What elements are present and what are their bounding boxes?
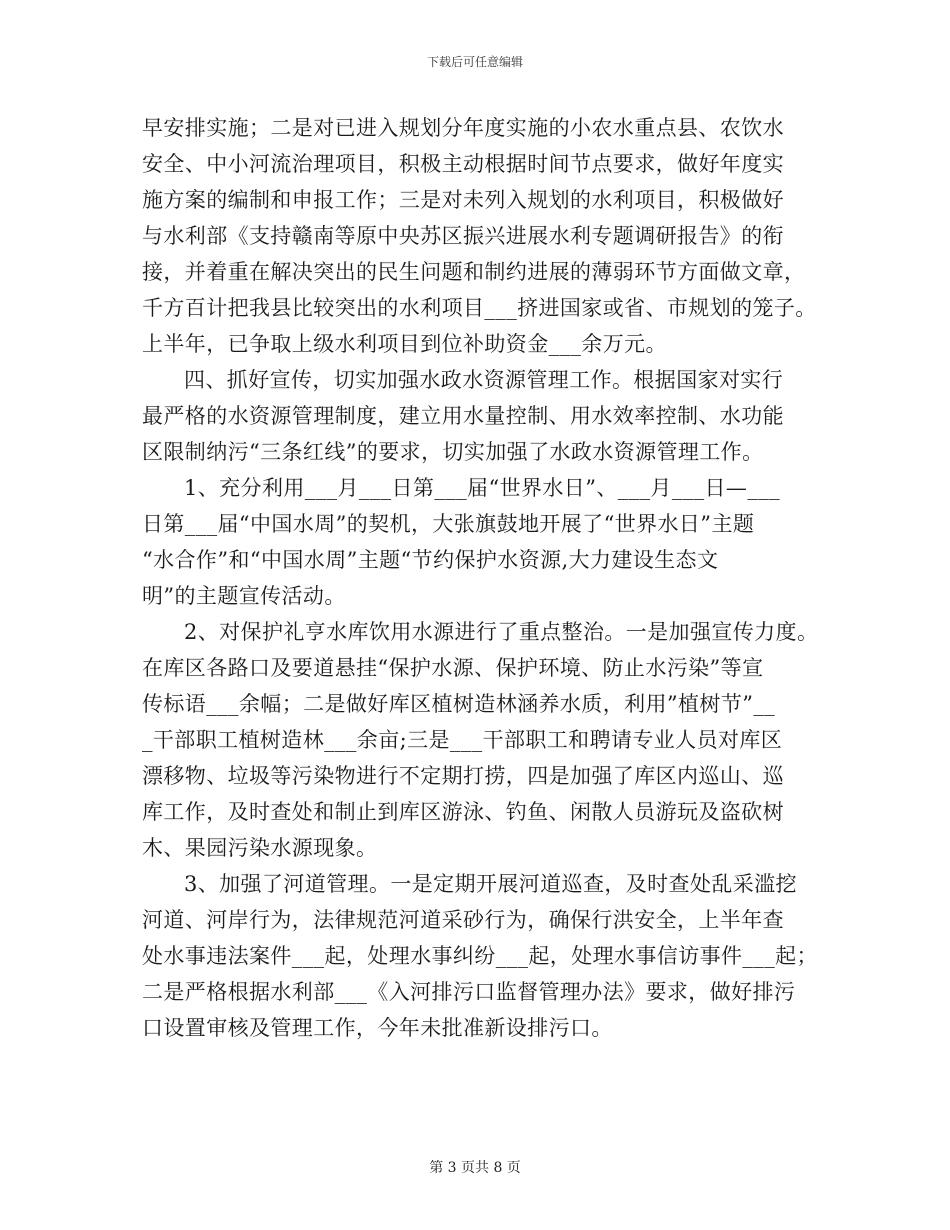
text-line: 早安排实施；二是对已进入规划分年度实施的小农水重点县、农饮水 bbox=[142, 116, 784, 140]
document-body bbox=[142, 110, 832, 1046]
text-line: 日第___届“中国水周”的契机，大张旗鼓地开展了“世界水日”主题 bbox=[142, 512, 755, 536]
paragraph-start-line: 1、充分利用___月___日第___届“世界水日”、___月___日—___ bbox=[184, 476, 781, 500]
text-line: 传标语___余幅；二是做好库区植树造林涵养水质，利用”植树节”__ bbox=[142, 692, 776, 716]
text-line: 安全、中小河流治理项目，积极主动根据时间节点要求，做好年度实 bbox=[142, 152, 784, 176]
text-line: 二是严格根据水利部___《入河排污口监督管理办法》要求，做好排污 bbox=[142, 980, 796, 1004]
text-line: 木、果园污染水源现象。 bbox=[142, 836, 378, 860]
text-line: 处水事违法案件___起，处理水事纠纷___起，处理水事信访事件___起； bbox=[142, 944, 818, 968]
text-line: 漂移物、垃圾等污染物进行不定期打捞，四是加强了库区内巡山、巡 bbox=[142, 764, 784, 788]
text-line: 千方百计把我县比较突出的水利项目___挤进国家或省、市规划的笼子。 bbox=[142, 296, 817, 320]
paragraph-start-line: 2、对保护礼亨水库饮用水源进行了重点整治。一是加强宣传力度。 bbox=[184, 620, 819, 644]
text-line: 库工作，及时查处和制止到库区游泳、钓鱼、闲散人员游玩及盗砍树 bbox=[142, 800, 784, 824]
text-line: 与水利部《支持赣南等原中央苏区振兴进展水利专题调研报告》的衔 bbox=[142, 224, 784, 248]
text-line: “水合作”和“中国水周”主题“节约保护水资源,大力建设生态文 bbox=[142, 548, 719, 572]
text-line: 河道、河岸行为，法律规范河道采砂行为，确保行洪安全，上半年查 bbox=[142, 908, 784, 932]
text-line: 接，并着重在解决突出的民生问题和制约进展的薄弱环节方面做文章， bbox=[142, 260, 806, 284]
text-line: 上半年，已争取上级水利项目到位补助资金___余万元。 bbox=[142, 332, 667, 356]
page-header: 下载后可任意编辑 bbox=[426, 55, 523, 69]
text-line: 在库区各路口及要道悬挂“保护水源、保护环境、防止水污染”等宣 bbox=[142, 656, 764, 680]
text-line: 施方案的编制和申报工作；三是对未列入规划的水利项目，积极做好 bbox=[142, 188, 784, 212]
text-line: 明”的主题宣传活动。 bbox=[142, 584, 346, 608]
paragraph-start-line: 四、抓好宣传，切实加强水政水资源管理工作。根据国家对实行 bbox=[184, 368, 784, 392]
page-number: 第 3 页共 8 页 bbox=[429, 1160, 521, 1176]
text-line: 口设置审核及管理工作，今年未批准新设排污口。 bbox=[142, 1016, 613, 1040]
text-line: 区限制纳污“三条红线”的要求，切实加强了水政水资源管理工作。 bbox=[142, 440, 764, 464]
text-line: _干部职工植树造林___余亩;三是___干部职工和聘请专业人员对库区 bbox=[142, 728, 783, 752]
paragraph-start-line: 3、加强了河道管理。一是定期开展河道巡查，及时查处乱采滥挖 bbox=[184, 872, 797, 896]
text-line: 最严格的水资源管理制度，建立用水量控制、用水效率控制、水功能 bbox=[142, 404, 784, 428]
